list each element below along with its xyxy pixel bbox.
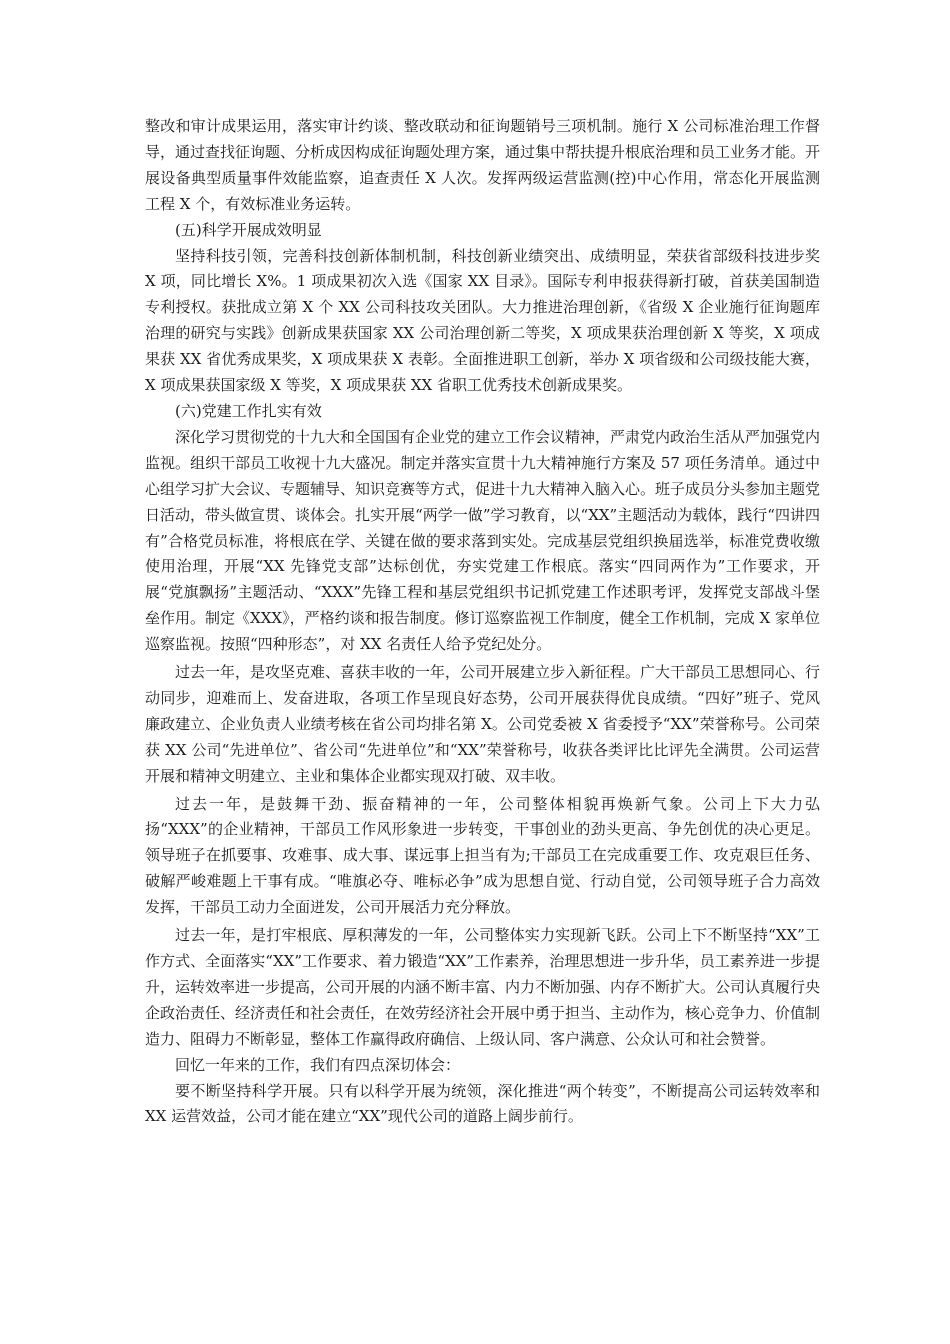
paragraph-party-building: 深化学习贯彻党的十九大和全国国有企业党的建立工作会议精神，严肃党内政治生活从严加强党内监视。组织干部员工收视十九大盛况。制定并落实宣贯十九大精神施行方案及 57 项任务清单。通过中心组学习扩大会议、专题辅导、知识竞赛等方式，促进十九大精神入脑入心。班子成员分头参加主题党日活动，带头做宣贯、谈体会。扎实开展“两学一做”学习教育，以“XX”主题活动为载体，践行“四讲四有”合格党员标准，将根底在学、关键在做的要求落到实处。完成基层党组织换届选举，标准党费收缴使用治理，开展“XX 先锋党支部”达标创优，夯实党建工作根底。落实“四同两作为”工作要求，开展“党旗飘扬”主题活动、“XXX”先锋工程和基层党组织书记抓党建工作述职考评，发挥党支部战斗堡垒作用。制定《XXX》，严格约谈和报告制度。修订巡察监视工作制度，健全工作机制，完成 X 家单位巡察监视。按照“四种形态”，对 XX 名责任人给予党纪处分。 bbox=[145, 427, 821, 654]
paragraph-reflection-intro: 回忆一年来的工作，我们有四点深切体会： bbox=[175, 1055, 461, 1074]
document-body bbox=[145, 114, 820, 1130]
paragraph-past-year-harvest: 过去一年，是攻坚克难、喜获丰收的一年，公司开展建立步入新征程。广大干部员工思想同心、行动同步，迎难而上、发奋进取，各项工作呈现良好态势，公司开展获得优良成绩。“四好”班子、党风廉政建立、企业负责人业绩考核在省公司均排名第 X。公司党委被 X 省委授予“XX”荣誉称号。公司荣获 XX 公司“先进单位”、省公司“先进单位”和“XX”荣誉称号，收获各类评比比评先全满贯。公司运营开展和精神文明建立、主业和集体企业都实现双打破、双丰收。 bbox=[145, 663, 821, 785]
paragraph-past-year-foundation: 过去一年，是打牢根底、厚积薄发的一年，公司整体实力实现新飞跃。公司上下不断坚持“XX”工作方式、全面落实“XX”工作要求、着力锻造“XX”工作素养，治理思想进一步升华，员工素养进一步提升，运转效率进一步提高，公司开展的内涵不断丰富、内力不断加强、内存不断扩大。公司认真履行央企政治责任、经济责任和社会责任，在效劳经济社会开展中勇于担当、主动作为，核心竞争力、价值制造力、阻碍力不断彰显，整体工作赢得政府确信、上级认同、客户满意、公众认可和社会赞誉。 bbox=[145, 926, 821, 1048]
paragraph-science-technology: 坚持科技引领，完善科技创新体制机制，科技创新业绩突出、成绩明显，荣获省部级科技进步奖 X 项，同比增长 X%。1 项成果初次入选《国家 XX 目录》。国际专利申报获得新打破，首获美国制造专利授权。获批成立第 X 个 XX 公司科技攻关团队。大力推进治理创新，《省级 X 企业施行征询题库治理的研究与实践》创新成果获国家 XX 公司治理创新二等奖，X 项成果获治理创新 X 等奖，X 项成果获 XX 省优秀成果奖，X 项成果获 X 表彰。全面推进职工创新，举办 X 项省级和公司级技能大赛，X 项成果获国家级 X 等奖，X 项成果获 XX 省职工优秀技术创新成果奖。 bbox=[145, 246, 820, 395]
paragraph-audit-rectification: 整改和审计成果运用，落实审计约谈、整改联动和征询题销号三项机制。施行 X 公司标准治理工作督导，通过查找征询题、分析成因构成征询题处理方案，通过集中帮扶提升根底治理和员工业务才能。开展设备典型质量事件效能监察，追查责任 X 人次。发挥两级运营监测(控)中心作用，常态化开展监测工程 X 个，有效标准业务运转。 bbox=[145, 117, 821, 213]
paragraph-past-year-spirit: 过去一年，是鼓舞干劲、振奋精神的一年，公司整体相貌再焕新气象。公司上下大力弘扬“XXX”的企业精神，干部员工作风形象进一步转变，干事创业的劲头更高、争先创优的决心更足。领导班子在抓要事、攻难事、成大事、谋远事上担当有为;干部员工在完成重要工作、攻克艰巨任务、破解严峻难题上干事有成。“唯旗必夺、唯标必争”成为思想自觉、行动自觉，公司领导班子合力高效发挥，干部员工动力全面迸发，公司开展活力充分释放。 bbox=[145, 794, 820, 917]
section-heading-party-building: (六)党建工作扎实有效 bbox=[175, 401, 322, 420]
section-heading-science-development: (五)科学开展成效明显 bbox=[175, 220, 322, 239]
paragraph-scientific-development: 要不断坚持科学开展。只有以科学开展为统领，深化推进“两个转变”，不断提高公司运转效率和 XX 运营效益，公司才能在建立“XX”现代公司的道路上阔步前行。 bbox=[145, 1081, 820, 1126]
